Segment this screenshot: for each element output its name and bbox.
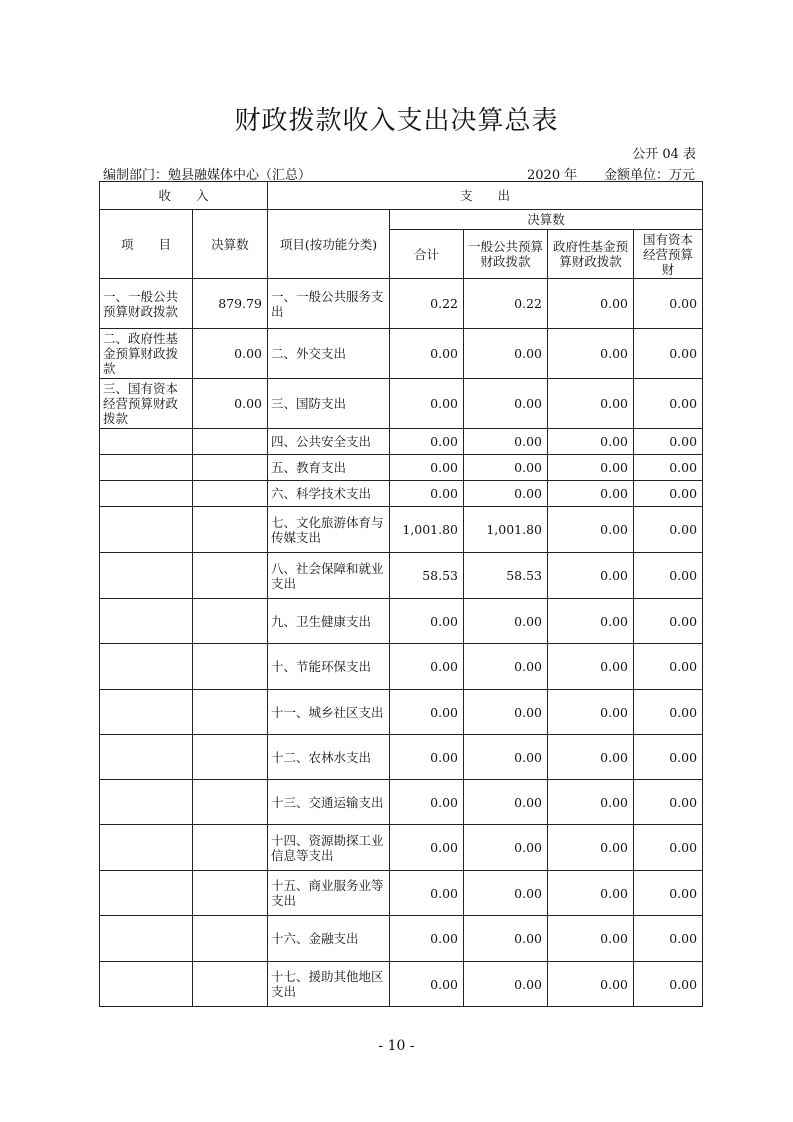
income-amount-cell: [193, 455, 268, 481]
expense-item-cell: 七、文化旅游体育与传媒支出: [268, 507, 390, 553]
income-item-cell: [100, 644, 193, 690]
income-amount-cell: [193, 429, 268, 455]
state-capital-cell: 0.00: [634, 780, 703, 825]
expense-item-cell: 五、教育支出: [268, 455, 390, 481]
expense-item-cell: 十五、商业服务业等支出: [268, 871, 390, 916]
income-amount-cell: [193, 644, 268, 690]
income-amount-cell: [193, 735, 268, 780]
table-row: [100, 429, 703, 455]
expense-item-cell: 六、科学技术支出: [268, 481, 390, 507]
total-cell: 0.00: [390, 962, 464, 1007]
total-cell: 0.00: [390, 599, 464, 644]
form-number: 公开 04 表: [632, 147, 696, 162]
total-cell: 0.00: [390, 690, 464, 735]
gov-fund-cell: 0.00: [548, 916, 634, 962]
state-capital-cell: 0.00: [634, 916, 703, 962]
gov-fund-cell: 0.00: [548, 329, 634, 379]
header-general: 一般公共预算财政拨款: [464, 230, 548, 279]
header-func-item: 项目(按功能分类): [268, 210, 390, 279]
page-title: 财政拨款收入支出决算总表: [234, 106, 559, 136]
amount-unit: 金额单位：万元: [604, 168, 696, 183]
general-budget-cell: 0.00: [464, 962, 548, 1007]
general-budget-cell: 0.00: [464, 780, 548, 825]
gov-fund-cell: 0.00: [548, 279, 634, 329]
income-amount-cell: [193, 916, 268, 962]
income-amount-cell: [193, 507, 268, 553]
budget-table: [99, 181, 703, 1007]
total-cell: 0.00: [390, 429, 464, 455]
gov-fund-cell: 0.00: [548, 553, 634, 599]
income-item-cell: [100, 916, 193, 962]
table-row: [100, 553, 703, 599]
compiling-department: 编制部门：勉县融媒体中心（汇总）: [103, 168, 312, 183]
general-budget-cell: 58.53: [464, 553, 548, 599]
gov-fund-cell: 0.00: [548, 507, 634, 553]
income-item-cell: [100, 690, 193, 735]
total-cell: 0.00: [390, 916, 464, 962]
income-amount-cell: 879.79: [193, 279, 268, 329]
general-budget-cell: 0.00: [464, 481, 548, 507]
general-budget-cell: 0.00: [464, 455, 548, 481]
expense-item-cell: 十三、交通运输支出: [268, 780, 390, 825]
total-cell: 0.00: [390, 455, 464, 481]
expense-item-cell: 十四、资源勘探工业信息等支出: [268, 825, 390, 871]
general-budget-cell: 1,001.80: [464, 507, 548, 553]
state-capital-cell: 0.00: [634, 507, 703, 553]
expense-item-cell: 十二、农林水支出: [268, 735, 390, 780]
general-budget-cell: 0.00: [464, 871, 548, 916]
expense-item-cell: 二、外交支出: [268, 329, 390, 379]
total-cell: 0.00: [390, 329, 464, 379]
state-capital-cell: 0.00: [634, 690, 703, 735]
general-budget-cell: 0.00: [464, 429, 548, 455]
header-row-2: [100, 210, 703, 230]
total-cell: 1,001.80: [390, 507, 464, 553]
general-budget-cell: 0.00: [464, 379, 548, 429]
header-item: 项 目: [100, 210, 193, 279]
income-item-cell: [100, 429, 193, 455]
expense-item-cell: 十、节能环保支出: [268, 644, 390, 690]
income-item-cell: [100, 825, 193, 871]
total-cell: 0.00: [390, 825, 464, 871]
expense-item-cell: 四、公共安全支出: [268, 429, 390, 455]
gov-fund-cell: 0.00: [548, 962, 634, 1007]
income-amount-cell: 0.00: [193, 379, 268, 429]
income-item-cell: [100, 481, 193, 507]
state-capital-cell: 0.00: [634, 962, 703, 1007]
expense-item-cell: 一、一般公共服务支出: [268, 279, 390, 329]
total-cell: 58.53: [390, 553, 464, 599]
header-expense: 支 出: [268, 182, 703, 210]
general-budget-cell: 0.00: [464, 916, 548, 962]
income-amount-cell: [193, 481, 268, 507]
state-capital-cell: 0.00: [634, 644, 703, 690]
general-budget-cell: 0.00: [464, 825, 548, 871]
header-income: 收 入: [100, 182, 268, 210]
table-row: [100, 690, 703, 735]
table-row: [100, 329, 703, 379]
total-cell: 0.00: [390, 871, 464, 916]
total-cell: 0.00: [390, 735, 464, 780]
table-row: [100, 916, 703, 962]
state-capital-cell: 0.00: [634, 871, 703, 916]
state-capital-cell: 0.00: [634, 481, 703, 507]
page-number: - 10 -: [378, 1038, 415, 1054]
general-budget-cell: 0.00: [464, 644, 548, 690]
header-gov-fund: 政府性基金预算财政拨款: [548, 230, 634, 279]
state-capital-cell: 0.00: [634, 735, 703, 780]
table-row: [100, 780, 703, 825]
total-cell: 0.22: [390, 279, 464, 329]
table-row: [100, 455, 703, 481]
general-budget-cell: 0.00: [464, 690, 548, 735]
gov-fund-cell: 0.00: [548, 455, 634, 481]
income-item-cell: [100, 553, 193, 599]
general-budget-cell: 0.00: [464, 735, 548, 780]
gov-fund-cell: 0.00: [548, 871, 634, 916]
total-cell: 0.00: [390, 481, 464, 507]
gov-fund-cell: 0.00: [548, 481, 634, 507]
gov-fund-cell: 0.00: [548, 690, 634, 735]
income-item-cell: [100, 871, 193, 916]
income-amount-cell: [193, 962, 268, 1007]
expense-item-cell: 三、国防支出: [268, 379, 390, 429]
expense-item-cell: 十一、城乡社区支出: [268, 690, 390, 735]
income-amount-cell: [193, 599, 268, 644]
income-amount-cell: [193, 825, 268, 871]
expense-item-cell: 八、社会保障和就业支出: [268, 553, 390, 599]
table-row: [100, 379, 703, 429]
income-item-cell: 三、国有资本经营预算财政拨款: [100, 379, 193, 429]
income-amount-cell: [193, 780, 268, 825]
state-capital-cell: 0.00: [634, 429, 703, 455]
general-budget-cell: 0.00: [464, 599, 548, 644]
income-item-cell: 二、政府性基金预算财政拨款: [100, 329, 193, 379]
gov-fund-cell: 0.00: [548, 379, 634, 429]
income-item-cell: [100, 735, 193, 780]
state-capital-cell: 0.00: [634, 279, 703, 329]
state-capital-cell: 0.00: [634, 825, 703, 871]
table-row: [100, 735, 703, 780]
income-item-cell: [100, 599, 193, 644]
expense-item-cell: 十七、援助其他地区支出: [268, 962, 390, 1007]
table-row: [100, 507, 703, 553]
gov-fund-cell: 0.00: [548, 429, 634, 455]
total-cell: 0.00: [390, 780, 464, 825]
income-item-cell: [100, 780, 193, 825]
state-capital-cell: 0.00: [634, 599, 703, 644]
total-cell: 0.00: [390, 644, 464, 690]
income-amount-cell: [193, 690, 268, 735]
income-amount-cell: [193, 553, 268, 599]
fiscal-year: 2020 年: [527, 168, 578, 183]
gov-fund-cell: 0.00: [548, 825, 634, 871]
table-row: [100, 481, 703, 507]
gov-fund-cell: 0.00: [548, 735, 634, 780]
income-item-cell: [100, 962, 193, 1007]
table-row: [100, 871, 703, 916]
expense-item-cell: 九、卫生健康支出: [268, 599, 390, 644]
gov-fund-cell: 0.00: [548, 780, 634, 825]
table-row: [100, 599, 703, 644]
expense-item-cell: 十六、金融支出: [268, 916, 390, 962]
income-amount-cell: 0.00: [193, 329, 268, 379]
income-item-cell: [100, 455, 193, 481]
income-item-cell: 一、一般公共预算财政拨款: [100, 279, 193, 329]
total-cell: 0.00: [390, 379, 464, 429]
gov-fund-cell: 0.00: [548, 599, 634, 644]
header-amount: 决算数: [193, 210, 268, 279]
table-row: [100, 962, 703, 1007]
table-row: [100, 279, 703, 329]
general-budget-cell: 0.22: [464, 279, 548, 329]
header-state-capital: 国有资本经营预算财: [634, 230, 703, 279]
state-capital-cell: 0.00: [634, 553, 703, 599]
income-item-cell: [100, 507, 193, 553]
state-capital-cell: 0.00: [634, 455, 703, 481]
table-row: [100, 644, 703, 690]
income-amount-cell: [193, 871, 268, 916]
header-decision: 决算数: [390, 210, 703, 230]
header-row-1: [100, 182, 703, 210]
general-budget-cell: 0.00: [464, 329, 548, 379]
gov-fund-cell: 0.00: [548, 644, 634, 690]
table-row: [100, 825, 703, 871]
header-total: 合计: [390, 230, 464, 279]
state-capital-cell: 0.00: [634, 379, 703, 429]
state-capital-cell: 0.00: [634, 329, 703, 379]
